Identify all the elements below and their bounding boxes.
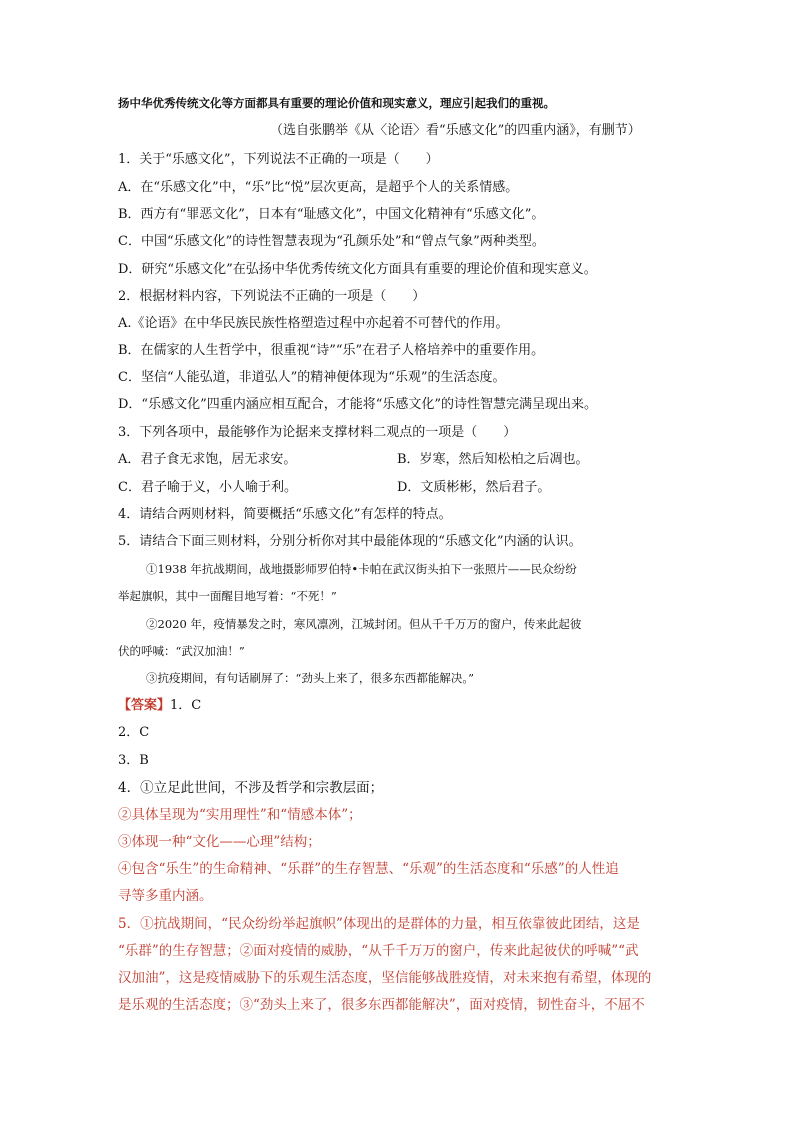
answer-tag: 【答案】 — [118, 698, 171, 713]
intro-tail: 扬中华优秀传统文化等方面都具有重要的理论价值和现实意义，理应引起我们的重视。 — [118, 96, 555, 110]
q3-stem: 3．下列各项中，最能够作为论据来支撑材料二观点的一项是（ ） — [118, 425, 517, 440]
answer-5-line-1: 5．①抗战期间，“民众纷纷举起旗帜”体现出的是群体的力量，相互依靠彼此团结，这是 — [118, 916, 640, 932]
q3-option-c: C．君子喻于义，小人喻于利。 — [118, 480, 297, 495]
answer-1: 1．C — [170, 698, 202, 713]
answer-2: 2．C — [118, 725, 150, 740]
q2-stem: 2．根据材料内容，下列说法不正确的一项是（ ） — [118, 289, 426, 304]
material-1-line-1: ①1938 年抗战期间，战地摄影师罗伯特•卡帕在武汉街头拍下一张照片——民众纷纷 — [146, 562, 577, 576]
answer-5-line-2: “乐群”的生存智慧；②面对疫情的威胁，“从千千万万的窗户，传来此起彼伏的呼喊”“武 — [118, 943, 639, 959]
q2-option-a: A.《论语》在中华民族民族性格塑造过程中亦起着不可替代的作用。 — [118, 316, 509, 331]
q5-stem: 5．请结合下面三则材料，分别分析你对其中最能体现的“乐感文化”内涵的认识。 — [118, 534, 582, 549]
answer-4-line-3: ③体现一种“文化——心理”结构； — [118, 834, 321, 850]
answer-4-line-2: ②具体呈现为“实用理性”和“情感本体”； — [118, 807, 362, 823]
answer-4-line-5: 寻等多重内涵。 — [118, 888, 213, 904]
material-2-line-2: 伏的呼喊：“武汉加油！” — [118, 644, 245, 658]
answer-3: 3．B — [118, 753, 149, 768]
source-citation: （选自张鹏举《从〈论语〉看“乐感文化”的四重内涵》，有删节） — [270, 123, 641, 138]
q1-stem: 1．关于“乐感文化”，下列说法不正确的一项是（ ） — [118, 152, 439, 167]
answer-5-line-3: 汉加油”，这是疫情威胁下的乐观生活态度，坚信能够战胜疫情，对未来抱有希望，体现的 — [118, 970, 652, 986]
q1-option-b: B．西方有“罪恶文化”，日本有“耻感文化”，中国文化精神有“乐感文化”。 — [118, 207, 545, 222]
q2-option-d: D．“乐感文化”四重内涵应相互配合，才能将“乐感文化”的诗性智慧完满呈现出来。 — [118, 397, 598, 412]
q2-option-c: C．坚信“人能弘道，非道弘人”的精神便体现为“乐观”的生活态度。 — [118, 370, 506, 385]
q1-option-a: A．在“乐感文化”中，“乐”比“悦”层次更高，是超乎个人的关系情感。 — [118, 180, 519, 195]
material-2-line-1: ②2020 年，疫情暴发之时，寒风凛冽，江城封闭。但从千千万万的窗户，传来此起彼 — [146, 617, 582, 631]
q1-option-d: D．研究“乐感文化”在弘扬中华优秀传统文化方面具有重要的理论价值和现实意义。 — [118, 262, 597, 277]
answer-4-line-1: 4．①立足此世间，不涉及哲学和宗教层面； — [118, 780, 384, 796]
material-1-line-2: 举起旗帜，其中一面醒目地写着：“不死！” — [118, 589, 337, 603]
q3-option-b: B．岁寒，然后知松柏之后凋也。 — [397, 452, 589, 467]
q1-option-c: C．中国“乐感文化”的诗性智慧表现为“孔颜乐处”和“曾点气象”两种类型。 — [118, 234, 545, 249]
q3-option-a: A．君子食无求饱，居无求安。 — [118, 452, 297, 467]
answer-5-line-4: 是乐观的生活态度；③“劲头上来了，很多东西都能解决”，面对疫情，韧性奋斗，不屈不 — [118, 997, 645, 1013]
q3-option-d: D．文质彬彬，然后君子。 — [397, 480, 551, 495]
q4-stem: 4．请结合两则材料，简要概括“乐感文化”有怎样的特点。 — [118, 507, 452, 522]
material-3: ③抗疫期间，有句话刷屏了：“劲头上来了，很多东西都能解决。” — [146, 671, 475, 685]
answer-1-row — [118, 697, 201, 715]
answer-4-line-4: ④包含“乐生”的生命精神、“乐群”的生存智慧、“乐观”的生活态度和“乐感”的人性追 — [118, 861, 619, 877]
q2-option-b: B．在儒家的人生哲学中，很重视“诗”“乐”在君子人格培养中的重要作用。 — [118, 343, 545, 358]
